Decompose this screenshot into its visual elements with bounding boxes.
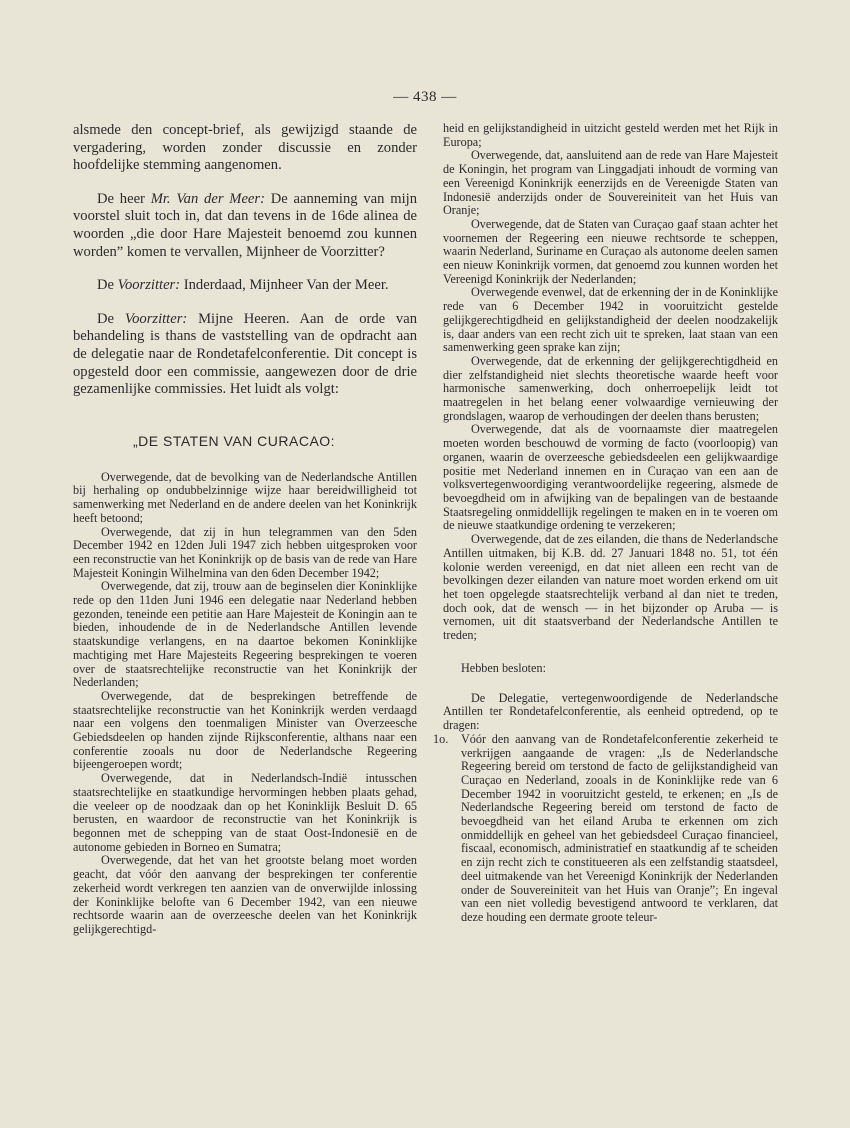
numbered-item bbox=[433, 731, 778, 925]
considering-paragraph: Overwegende, dat zij in hun telegrammen van den 5den December 1942 en 12den Juli 1947 zich hebben uitgesproken voor een reconstructie van het Koninkrijk op de basis van de rede van Hare Majesteit Koningin Wilhelmina van den 6den December 1942; bbox=[73, 524, 417, 580]
speaker-name: Voorzitter: bbox=[117, 277, 181, 294]
considering-paragraph: Overwegende evenwel, dat de erkenning der in de Koninklijke rede van 6 December 1942 in vooruitzicht gestelde gelijkgerechtigdheid en gelijkstandigheid der deelen noodzakelijk is, daar anders van een recht zich uit te spreken, laat staan van een samenwerking geen sprake kan zijn; bbox=[443, 285, 778, 355]
considering-paragraph: Overwegende, dat zij, trouw aan de beginselen dier Koninklijke rede op den 11den Juni 1946 een delegatie naar Nederland hebben gezonden, teneinde een petitie aan Hare Majesteit de Koningin aan te bieden, inhoudende de in de Nederlandsche Antillen levende staatskundige verlangens, en na daartoe bekomen Koninklijke machtiging met Hare Majesteits Regeering besprekingen te voeren over de staatsrechtelijke reconstructie van het Koninkrijk der Nederlanden; bbox=[73, 579, 417, 690]
speaker-name: Mr. Van der Meer: bbox=[150, 190, 265, 207]
resolved-label: Hebben besloten: bbox=[461, 660, 546, 675]
considering-paragraph: Overwegende, dat het van het grootste belang moet worden geacht, dat vóór den aanvang der besprekingen ter conferentie zekerheid wordt verkregen ten aanzien van de onverwijlde inlossing der Koninklijke belofte van 6 December 1942, van een nieuwe rechtsorde waarin aan de overzeesche deelen van het Koninkrijk gelijkgerechtigd- bbox=[73, 853, 417, 936]
paragraph-voorzitter-1: De Voorzitter: Inderdaad, Mijnheer Van der Meer. bbox=[97, 277, 389, 294]
paragraph-van-der-meer: De heer Mr. Van der Meer: De aanneming van mijn voorstel sluit toch in, dat dan tevens in de 16de alinea de woorden „die door Hare Majesteit benoemd zou kunnen worden” komen te vervallen, Mijnheer de Voorzitter? bbox=[73, 190, 417, 260]
section-heading: „DE STATEN VAN CURACAO: bbox=[133, 432, 336, 449]
considering-paragraph: Overwegende, dat in Nederlandsch-Indië intusschen staatsrechtelijke en staatkundige hervormingen hebben plaats gehad, die veeleer op de noodzaak dan op het Koninklijk Besluit D. 65 berusten, en waardoor de reconstructie van het Koninkrijk is begonnen met de schepping van de staat Oost-Indonesië en de autonome gebieden in Borneo en Sumatra; bbox=[73, 771, 417, 854]
item-number: 1o. bbox=[433, 731, 449, 746]
considering-paragraph: Overwegende, dat de erkenning der gelijkgerechtigdheid en dier zelfstandigheid niet slechts theoretische waarde heeft voor harmonische samenwerking, doch onherroepelijk leidt tot maatregelen in het belang eener volwaardige vernieuwing der grondslagen, waarop de verhoudingen der deelen thans berusten; bbox=[443, 353, 778, 423]
page-number: — 438 — bbox=[393, 89, 457, 105]
continued-paragraph: heid en gelijkstandigheid in uitzicht gesteld werden met het Rijk in Europa; bbox=[443, 121, 778, 149]
considering-paragraph: Overwegende, dat als de voornaamste dier maatregelen moeten worden beschouwd de vorming de facto (voorloopig) van organen, waarin de overzeesche gebiedsdeelen een gelijkwaardige positie met Nederland innemen en in Curaçao van een aan de volksvertegenwoordiging verantwoordelijke regeering, alsmede de bevoegdheid om in afwijking van de bepalingen van de bestaande Staatsregeling onmiddellijk regelingen te maken en in te voeren om de nieuwe staatkundige ordening te verzekeren; bbox=[443, 422, 778, 533]
delegation-paragraph: De Delegatie, vertegenwoordigende de Nederlandsche Antillen ter Rondetafelconferentie, als eenheid optredend, op te dragen: bbox=[443, 690, 778, 733]
right-column bbox=[433, 121, 778, 925]
considering-paragraph: Overwegende, dat de Staten van Curaçao gaaf staan achter het voornemen der Regeering een nieuwe rechtsorde te scheppen, waarin Nederland, Suriname en Curaçao als autonome deelen samen een nieuw Koninkrijk vormen, dat genoemd zou kunnen worden het Vereenigd Koninkrijk der Nederlanden; bbox=[443, 216, 778, 286]
considering-paragraph: Overwegende, dat de bevolking van de Nederlandsche Antillen bij herhaling op ondubbelzinnige wijze haar bereidwilligheid tot samenwerking met Nederland en de andere deelen van het Koninkrijk heeft betoond; bbox=[73, 469, 417, 525]
considering-paragraph: Overwegende, dat, aansluitend aan de rede van Hare Majesteit de Koningin, het program van Linggadjati inhoudt de vorming van een Vereenigd Koninkrijk eenerzijds en de Vereenigde Staten van Indonesië anderzijds onder de Souvereiniteit van het Huis van Oranje; bbox=[443, 148, 778, 218]
left-column bbox=[73, 122, 417, 937]
paragraph-voorzitter-2: De Voorzitter: Mijne Heeren. Aan de orde van behandeling is thans de vaststelling van de opdracht aan de delegatie naar de Rondetafelconferentie. Dit concept is opgesteld door een commissie, aangewezen door de drie gezamenlijke commissies. Het luidt als volgt: bbox=[73, 310, 418, 398]
speaker-name: Voorzitter: bbox=[124, 310, 188, 327]
considering-paragraph: Overwegende, dat de zes eilanden, die thans de Nederlandsche Antillen uitmaken, bij K.B. dd. 27 Januari 1848 no. 51, tot één kolonie werden vereenigd, en dat niet alleen een recht van de bevolkingen dezer eilanden van nature moet worden erkend om uit het toen opgelegde staatsrechtelijk verband al dan niet te treden, doch ook, dat de wensch — in het bijzonder op Aruba — is vernomen, uit dit staatsverband der Nederlandsche Antillen te treden; bbox=[443, 532, 778, 643]
item-text: Vóór den aanvang van de Rondetafelconferentie zekerheid te verkrijgen aangaande de vragen: „Is de Nederlandsche Regeering bereid om terstond de facto de gelijkstandigheid van Curaçao en Nederland, zooals in de Koninklijke rede van 6 December 1942 in vooruitzicht gesteld, te erkenen; en „Is de Nederlandsche Regeering bereid om terstond de facto de bevoegdheid van het eiland Aruba te erkennen om zich onmiddellijk en geheel van het gebiedsdeel Curaçao financieel, fiscaal, economisch, administratief en staatkundig af te scheiden en zijn recht zich te constitueeren als een zelfstandig staatsdeel, deel uitmakende van het Vereenigd Koninkrijk der Nederlanden onder de Souvereiniteit van het Huis van Oranje”; En ingeval van een niet volledig bevestigend antwoord te verklaren, dat deze houding een dermate groote teleur- bbox=[461, 731, 778, 924]
considering-paragraph: Overwegende, dat de besprekingen betreffende de staatsrechtelijke reconstructie van het Koninkrijk werden verdaagd naar een volgens den toenmaligen Minister van Overzeesche Gebiedsdeelen op handen zijnde Rijksconferentie, althans naar een conferentie zooals nu door de Nederlandsche Regeering bijeengeroepen wordt; bbox=[73, 688, 417, 772]
paragraph-intro: alsmede den concept-brief, als gewijzigd staande de vergadering, worden zonder discussie en zonder hoofdelijke stemming aangenomen. bbox=[73, 122, 417, 174]
